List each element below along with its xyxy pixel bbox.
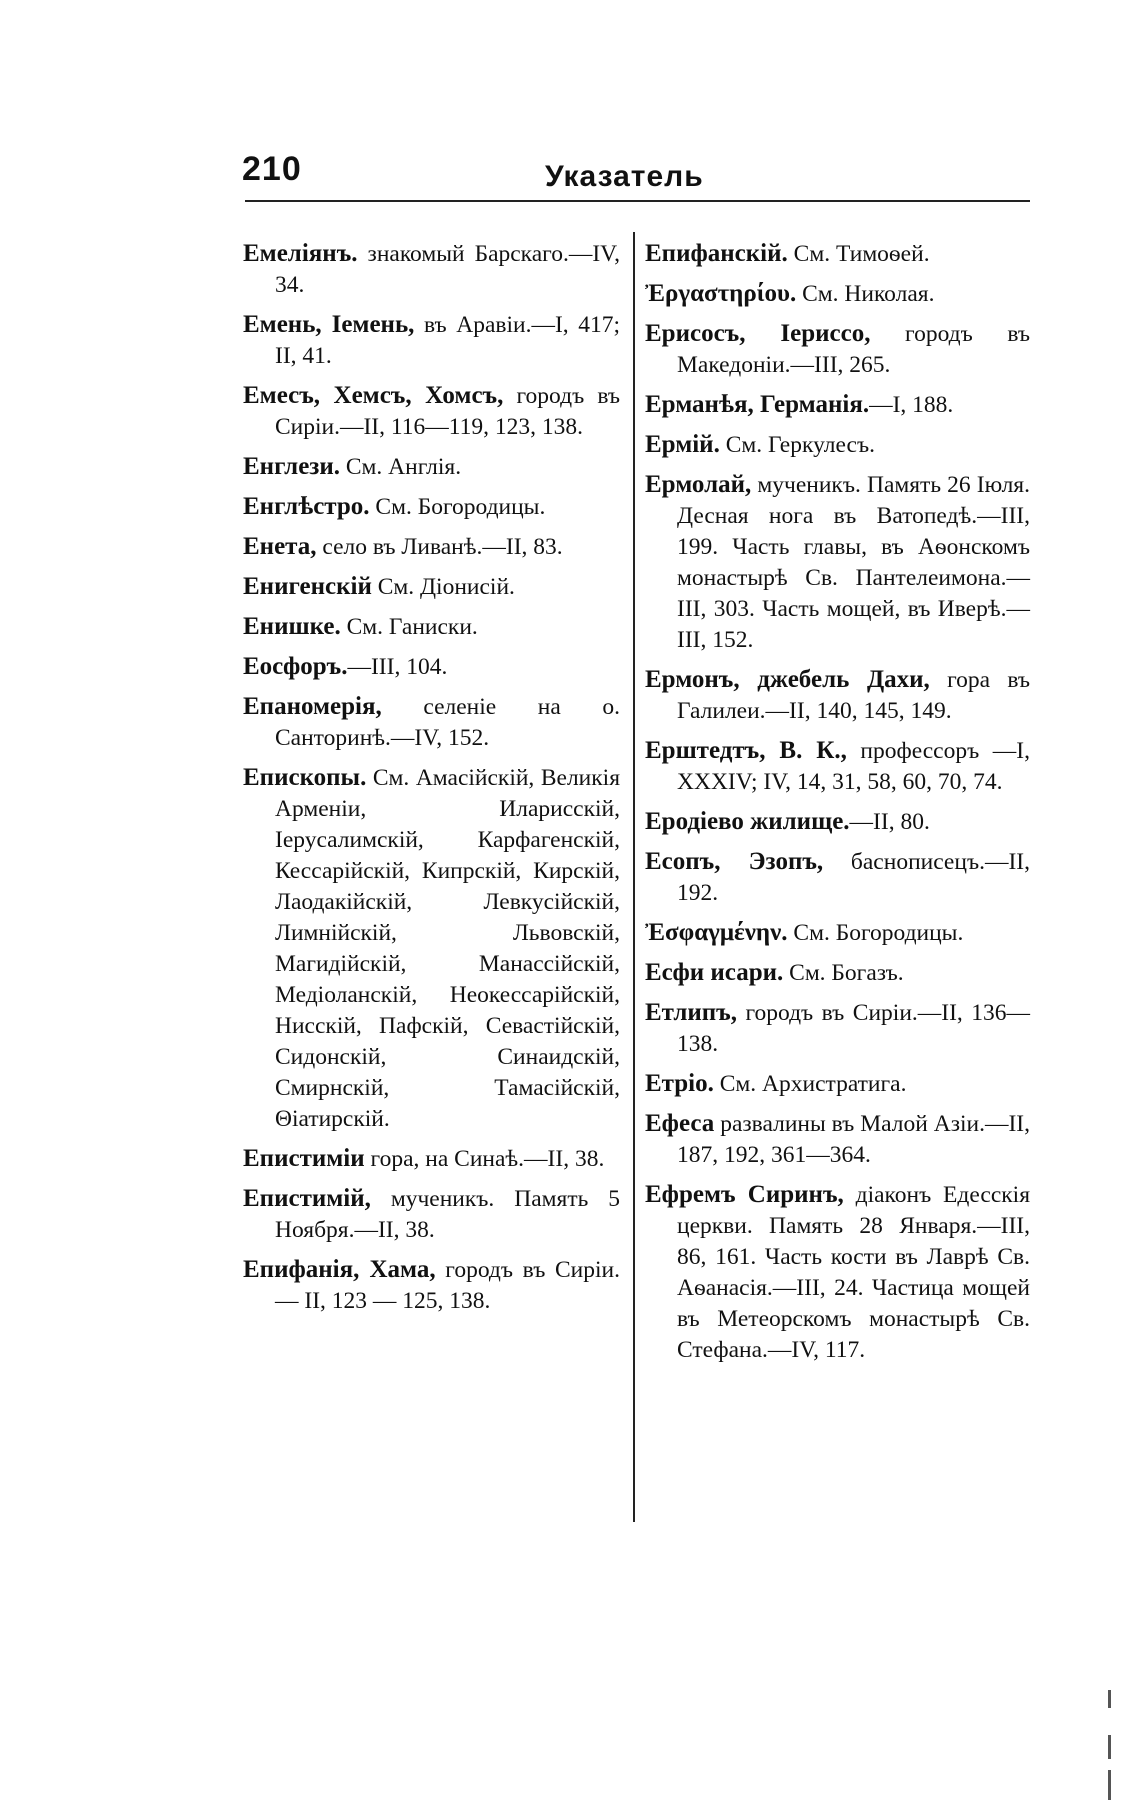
header-rule (245, 200, 1030, 202)
entry-head: Епаномерія, (243, 693, 382, 720)
entry-head: Епистиміи (243, 1145, 365, 1172)
index-entry (243, 691, 620, 754)
entry-head: Емень, Іемень, (243, 311, 415, 338)
index-entry (243, 238, 620, 301)
entry-text: См. Англія. (345, 454, 462, 480)
entry-text: знакомый Барскаго.—IV, 34. (275, 241, 620, 298)
index-entry (645, 735, 1030, 798)
entry-head: Епископы. (243, 764, 367, 791)
entry-text: городъ въ Сиріи.—II, 136—138. (677, 1000, 1031, 1057)
entry-text: развалины въ Малой Азіи.—II, 187, 192, 361—364. (677, 1111, 1030, 1168)
entry-head: Ермонъ, джебель Дахи, (645, 666, 930, 693)
index-entry (243, 1143, 620, 1175)
index-entry (645, 389, 1030, 421)
index-entry (243, 762, 620, 1135)
index-entry (645, 1068, 1030, 1100)
entry-text: См. Діонисій. (377, 574, 515, 600)
entry-text: —III, 104. (347, 654, 448, 680)
index-entry (243, 651, 620, 683)
scan-speck (1108, 1770, 1111, 1800)
entry-head: Ермій. (645, 431, 720, 458)
entry-head: Етріо. (645, 1070, 714, 1097)
entry-head: Есфи исари. (645, 959, 784, 986)
index-entry (243, 1183, 620, 1246)
entry-text: См. Архистратига. (719, 1071, 907, 1097)
entry-head: Епистимій, (243, 1185, 371, 1212)
entry-head: Енглези. (243, 453, 340, 480)
index-entry (243, 571, 620, 603)
index-entry (243, 1254, 620, 1317)
entry-head: Ἐσφαγμένην. (645, 919, 788, 946)
entry-text: городъ въ Сиріи.—II, 116—119, 123, 138. (275, 383, 621, 440)
entry-head: Енета, (243, 533, 317, 560)
entry-text: гора, на Синаѣ.—II, 38. (370, 1146, 605, 1172)
entry-text: См. Геркулесъ. (725, 432, 875, 458)
entry-text: въ Аравіи.—I, 417; II, 41. (275, 312, 620, 369)
entry-text: мученикъ. Память 26 Іюля. Десная нога въ Ватопедѣ.—III, 199. Часть главы, въ Аѳонскомъ монастырѣ Св. Пантелеимона.—III, 303. Часть мощей, въ Иверѣ.—III, 152. (677, 472, 1030, 653)
entry-text: городъ въ Сиріи. — II, 123 — 125, 138. (275, 1257, 620, 1314)
entry-head: Ефеса (645, 1110, 715, 1137)
index-entry (243, 611, 620, 643)
left-column (243, 238, 620, 1325)
right-column (645, 238, 1030, 1374)
index-entry (243, 531, 620, 563)
entry-text: мученикъ. Память 5 Ноября.—II, 38. (275, 1186, 620, 1243)
entry-text: См. Тимоѳей. (793, 241, 930, 267)
entry-text: См. Амасійскій, Великія Арменіи, Иларисскій, Іерусалимскій, Карфагенскій, Кессарійскій, Кипрскій, Кирскій, Лаодакійскій, Левкусійскій, Лимнійскій, Львовскій, Магидійскій, Манассійскій, Медіоланскій, Неокессарійскій, Нисскій, Пафскій, Севастійскій, Сидонскій, Синаидскій, Смирнскій, Тамасійскій, Θіатирскій. (275, 765, 621, 1132)
entry-text: селеніе на о. Санторинѣ.—IV, 152. (275, 694, 620, 751)
index-entry (645, 469, 1030, 656)
scan-speck (1108, 1735, 1111, 1759)
entry-head: Емеліянъ. (243, 240, 358, 267)
entry-head: Енигенскій (243, 573, 372, 600)
index-entry (645, 957, 1030, 989)
index-entry (645, 1108, 1030, 1171)
scan-speck (1108, 1690, 1111, 1708)
entry-head: Епифанскій. (645, 240, 788, 267)
index-entry (645, 664, 1030, 727)
page-title: Указатель (545, 160, 704, 193)
column-divider (633, 232, 635, 1522)
entry-head: Ерманѣя, Германія. (645, 391, 870, 418)
index-entry (645, 278, 1030, 310)
index-entry (243, 451, 620, 483)
entry-head: Еосфоръ. (243, 653, 348, 680)
index-entry (243, 309, 620, 372)
entry-text: баснописецъ.—II, 192. (677, 849, 1030, 906)
entry-head: Ерштедтъ, В. К., (645, 737, 847, 764)
index-entry (645, 318, 1030, 381)
entry-head: Ерисосъ, Іериссо, (645, 320, 871, 347)
entry-text: См. Богородицы. (375, 494, 546, 520)
entry-head: Есопъ, Эзопъ, (645, 848, 824, 875)
index-entry (645, 806, 1030, 838)
entry-head: Ермолай, (645, 471, 752, 498)
entry-text: См. Богазъ. (789, 960, 904, 986)
index-entry (645, 1179, 1030, 1366)
entry-head: Еродіево жилище. (645, 808, 850, 835)
entry-head: Ἐργαστηρίου. (645, 280, 797, 307)
index-entry (243, 491, 620, 523)
entry-head: Епифанія, Хама, (243, 1256, 436, 1283)
entry-head: Етлипъ, (645, 999, 737, 1026)
entry-text: городъ въ Македоніи.—III, 265. (677, 321, 1030, 378)
entry-head: Ефремъ Сиринъ, (645, 1181, 844, 1208)
entry-text: гора въ Галилеи.—II, 140, 145, 149. (677, 667, 1030, 724)
entry-text: профессоръ —I, XXXIV; IV, 14, 31, 58, 60, 70, 74. (677, 738, 1030, 795)
page-number: 210 (242, 150, 302, 188)
entry-text: См. Николая. (802, 281, 935, 307)
index-entry (645, 238, 1030, 270)
entry-text: См. Богородицы. (793, 920, 964, 946)
entry-text: —I, 188. (869, 392, 954, 418)
entry-head: Енглѣстро. (243, 493, 370, 520)
entry-text: —II, 80. (849, 809, 930, 835)
entry-text: См. Ганиски. (346, 614, 478, 640)
entry-text: село въ Ливанѣ.—II, 83. (322, 534, 563, 560)
entry-text: діаконъ Едесскія церкви. Память 28 Января.—III, 86, 161. Часть кости въ Лаврѣ Св. Аѳанасія.—III, 24. Частица мощей въ Метеорскомъ монастырѣ Св. Стефана.—IV, 117. (677, 1182, 1030, 1363)
index-entry (243, 380, 620, 443)
index-entry (645, 997, 1030, 1060)
index-entry (645, 429, 1030, 461)
entry-head: Емесъ, Хемсъ, Хомсъ, (243, 382, 504, 409)
index-entry (645, 846, 1030, 909)
index-entry (645, 917, 1030, 949)
entry-head: Енишке. (243, 613, 341, 640)
